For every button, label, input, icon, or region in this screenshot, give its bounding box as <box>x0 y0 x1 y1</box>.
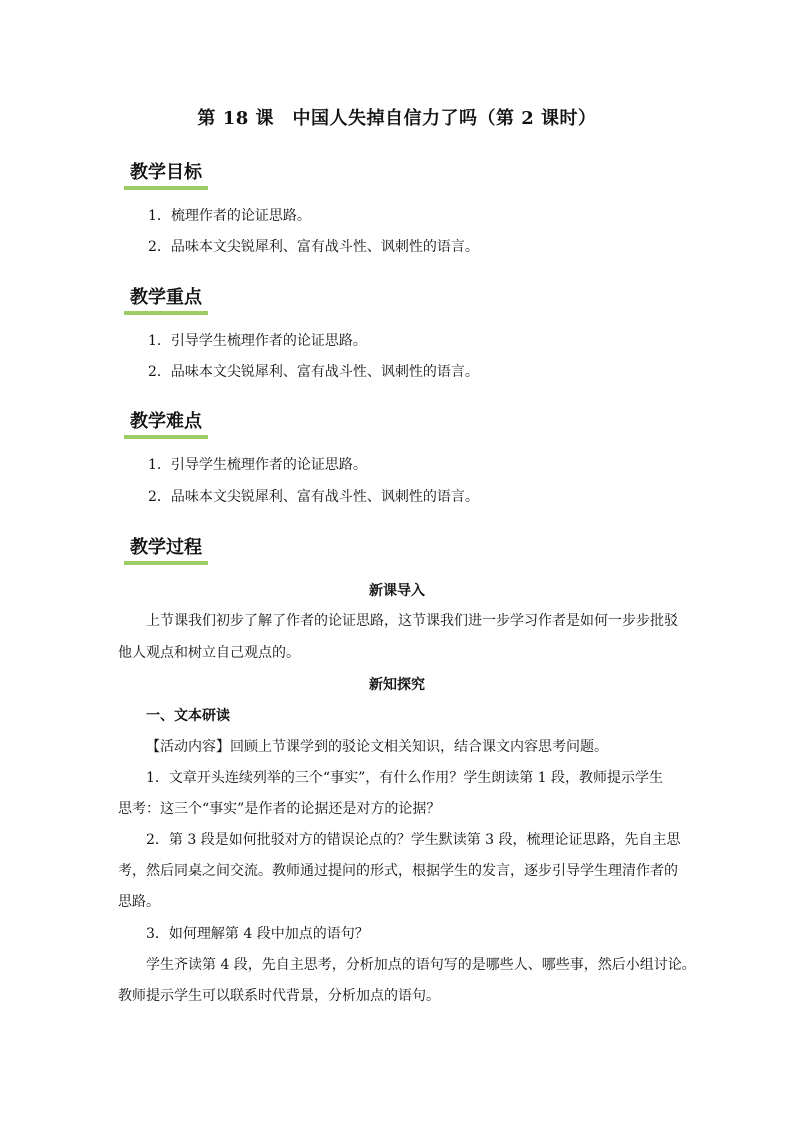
section-heading-process: 教学过程 <box>124 535 208 565</box>
question-3-detail-line: 学生齐读第 4 段，先自主思考，分析加点的语句写的是哪些人、哪些事，然后小组讨论。 <box>146 957 696 973</box>
intro-paragraph-line: 上节课我们初步了解了作者的论证思路，这节课我们进一步学习作者是如何一步步批驳 <box>146 613 678 629</box>
key-point-item: 2．品味本文尖锐犀利、富有战斗性、讽刺性的语言。 <box>148 364 479 380</box>
section-heading-objectives: 教学目标 <box>124 160 208 190</box>
objective-item: 2．品味本文尖锐犀利、富有战斗性、讽刺性的语言。 <box>148 239 479 255</box>
question-2-line: 考，然后同桌之间交流。教师通过提问的形式，根据学生的发言，逐步引导学生理清作者的 <box>118 863 678 879</box>
section-heading-key-points: 教学重点 <box>124 285 208 315</box>
question-1-line: 思考：这三个“事实”是作者的论据还是对方的论据？ <box>118 801 441 817</box>
activity-line: 【活动内容】回顾上节课学到的驳论文相关知识，结合课文内容思考问题。 <box>146 739 608 755</box>
explore-title: 新知探究 <box>369 677 425 693</box>
question-3-line: 3．如何理解第 4 段中加点的语句？ <box>146 926 369 942</box>
intro-title: 新课导入 <box>369 583 425 599</box>
intro-paragraph-line: 他人观点和树立自己观点的。 <box>118 645 300 661</box>
question-3-detail-line: 教师提示学生可以联系时代背景，分析加点的语句。 <box>118 988 440 1004</box>
section-heading-difficulties: 教学难点 <box>124 409 208 439</box>
document-title: 第 18 课 中国人失掉自信力了吗（第 2 课时） <box>197 108 597 129</box>
objective-item: 1．梳理作者的论证思路。 <box>148 208 311 224</box>
key-point-item: 1．引导学生梳理作者的论证思路。 <box>148 333 367 349</box>
difficulty-item: 1．引导学生梳理作者的论证思路。 <box>148 457 367 473</box>
question-2-line: 2．第 3 段是如何批驳对方的错误论点的？学生默读第 3 段，梳理论证思路，先自主思 <box>146 832 681 848</box>
question-1-line: 1．文章开头连续列举的三个“事实”，有什么作用？学生朗读第 1 段，教师提示学生 <box>146 770 664 786</box>
difficulty-item: 2．品味本文尖锐犀利、富有战斗性、讽刺性的语言。 <box>148 489 479 505</box>
part-title: 一、文本研读 <box>146 708 230 724</box>
question-2-line: 思路。 <box>118 894 160 910</box>
